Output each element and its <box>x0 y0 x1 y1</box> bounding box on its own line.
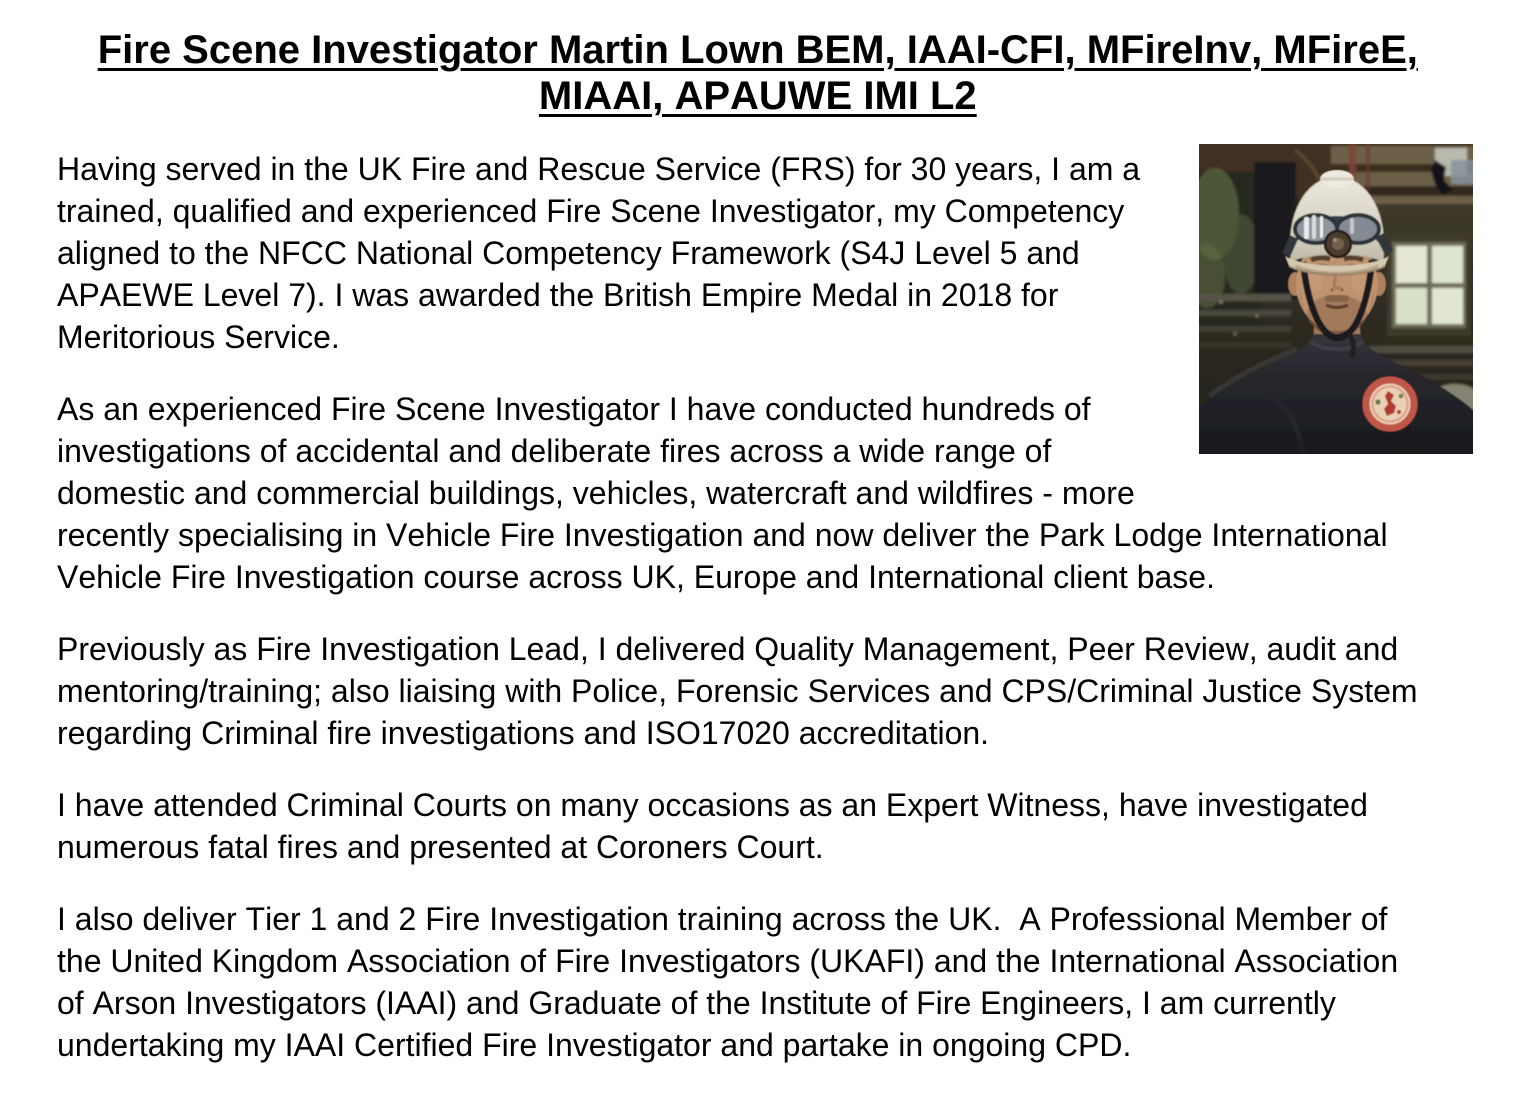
body-paragraph-2: As an experienced Fire Scene Investigator I have conducted hundreds of investigations of accidental and deliberate fires across a wide range of domestic and commercial buildings, vehicles, watercraft and wildfires - more recently specialising in Vehicle Fire Investigation and now deliver the Park Lodge International Vehicle Fire Investigation course across UK, Europe and International client base. <box>57 391 1397 595</box>
body-paragraph-5: I also deliver Tier 1 and 2 Fire Investigation training across the UK. A Professional Member of the United Kingdom Association of Fire Investigators (UKAFI) and the International Association of Arson Investigators (IAAI) and Graduate of the Institute of Fire Engineers, I am currently undertaking my IAAI Certified Fire Investigator and partake in ongoing CPD. <box>57 901 1408 1063</box>
body-paragraph-3: Previously as Fire Investigation Lead, I delivered Quality Management, Peer Review, audit and mentoring/training; also liaising with Police, Forensic Services and CPS/Criminal Justice System regarding Criminal fire investigations and ISO17020 accreditation. <box>57 631 1427 751</box>
page-title-line-2: MIAAI, APAUWE IMI L2 <box>538 74 977 118</box>
investigator-photo-illustration <box>1199 144 1473 454</box>
body-paragraph-1: Having served in the UK Fire and Rescue Service (FRS) for 30 years, I am a trained, qualified and experienced Fire Scene Investigator, my Competency aligned to the NFCC National Competency Framework (S4J Level 5 and APAEWE Level 7). I was awarded the British Empire Medal in 2018 for Meritorious Service. <box>57 151 1149 355</box>
page-title <box>57 27 1459 119</box>
body-paragraph-4: I have attended Criminal Courts on many occasions as an Expert Witness, have investigated numerous fatal fires and presented at Coroners Court. <box>57 787 1377 865</box>
page-title-line-1: Fire Scene Investigator Martin Lown BEM, IAAI-CFI, MFireInv, MFireE, <box>97 28 1418 72</box>
investigator-photo <box>1199 144 1473 454</box>
